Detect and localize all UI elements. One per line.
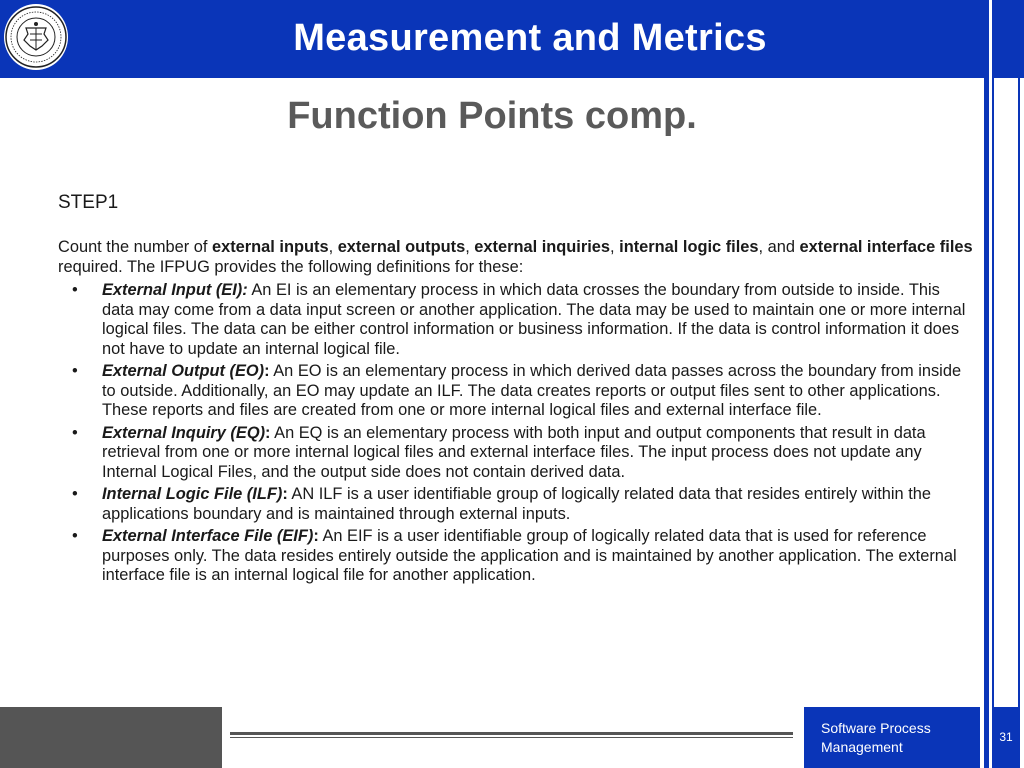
definition-text: An EO is an elementary process in which derived data passes across the boundary from inside to outside. Additionally, an EO may update an ILF. The data creates reports or output files sent to other applications. These reports and files are created from one or more internal logical files and external interface file.	[102, 362, 962, 419]
definition-colon: :	[313, 527, 319, 545]
definition-text: An EQ is an elementary process with both input and output components that result in data retrieval from one or more internal logical files and external interface files. The input process does not update any Internal Logical Files, and the output side does not contain derived data.	[102, 423, 926, 481]
footer-gray-block	[0, 707, 222, 768]
definition-term: External Output (EO)	[102, 362, 265, 380]
list-item	[58, 424, 973, 483]
course-name-line1: Software Process	[821, 720, 931, 736]
right-border-thick	[984, 0, 989, 768]
intro-separator: , and	[758, 238, 800, 256]
intro-text: required. The IFPUG provides the following definitions for these:	[58, 257, 524, 276]
list-item	[58, 527, 973, 586]
page-title: Measurement and Metrics	[293, 17, 767, 59]
slide-body	[58, 190, 973, 589]
intro-bold-term: external inputs	[211, 238, 329, 256]
intro-bold-term: external interface files	[799, 238, 973, 256]
slide-header	[0, 0, 1024, 78]
seal-graphic	[4, 4, 68, 70]
course-name-box	[804, 707, 980, 768]
intro-paragraph	[58, 238, 973, 277]
definition-term: External Input (EI):	[102, 281, 248, 299]
list-item	[58, 362, 973, 421]
intro-separator: ,	[465, 238, 475, 256]
intro-bold-term: external outputs	[337, 238, 466, 256]
intro-separator: ,	[610, 238, 620, 256]
list-item	[58, 485, 973, 524]
intro-separator: ,	[328, 238, 338, 256]
intro-text: Count the number of	[58, 238, 212, 256]
definition-text: An EI is an elementary process in which data crosses the boundary from outside to inside. This data may come from a data input screen or another application. The data may be used to maintain one or more internal logical files. The data can be either control information or business information. If the data is control information it does not have to update an internal logical file.	[102, 281, 966, 358]
intro-bold-term: external inquiries	[474, 238, 611, 256]
intro-bold-term: internal logic files	[619, 238, 759, 256]
definition-term: External Interface File (EIF)	[102, 527, 314, 545]
footer-divider	[230, 732, 793, 735]
step-heading: STEP1	[58, 192, 119, 213]
course-name-line2: Management	[821, 739, 903, 755]
right-border-thin	[992, 0, 994, 768]
bullet-icon: •	[72, 362, 78, 380]
page-number: 31	[994, 707, 1018, 768]
definition-colon: :	[264, 362, 270, 380]
definition-text: An EIF is a user identifiable group of logically related data that is used for reference purposes only. The data resides entirely outside the application and is maintained by another application. The external interface file is an internal logical file for another application.	[102, 527, 957, 584]
definition-text: AN ILF is a user identifiable group of logically related data that resides entirely within the applications boundary and is maintained through external inputs.	[102, 485, 932, 523]
footer-divider-thin	[230, 737, 793, 738]
definition-term: Internal Logic File (ILF)	[102, 485, 283, 503]
definition-term: External Inquiry (EQ)	[102, 423, 266, 442]
list-item	[58, 281, 973, 359]
bullet-icon: •	[72, 423, 78, 442]
university-seal-icon	[4, 4, 68, 70]
definition-colon: :	[282, 485, 288, 503]
bullet-icon: •	[72, 281, 78, 299]
slide-subtitle: Function Points comp.	[287, 95, 697, 137]
definition-colon: :	[265, 423, 271, 442]
bullet-icon: •	[72, 485, 78, 503]
bullet-icon: •	[72, 527, 78, 545]
right-border-outer	[1018, 0, 1020, 768]
definition-list	[58, 281, 973, 586]
header-gap	[989, 0, 992, 78]
